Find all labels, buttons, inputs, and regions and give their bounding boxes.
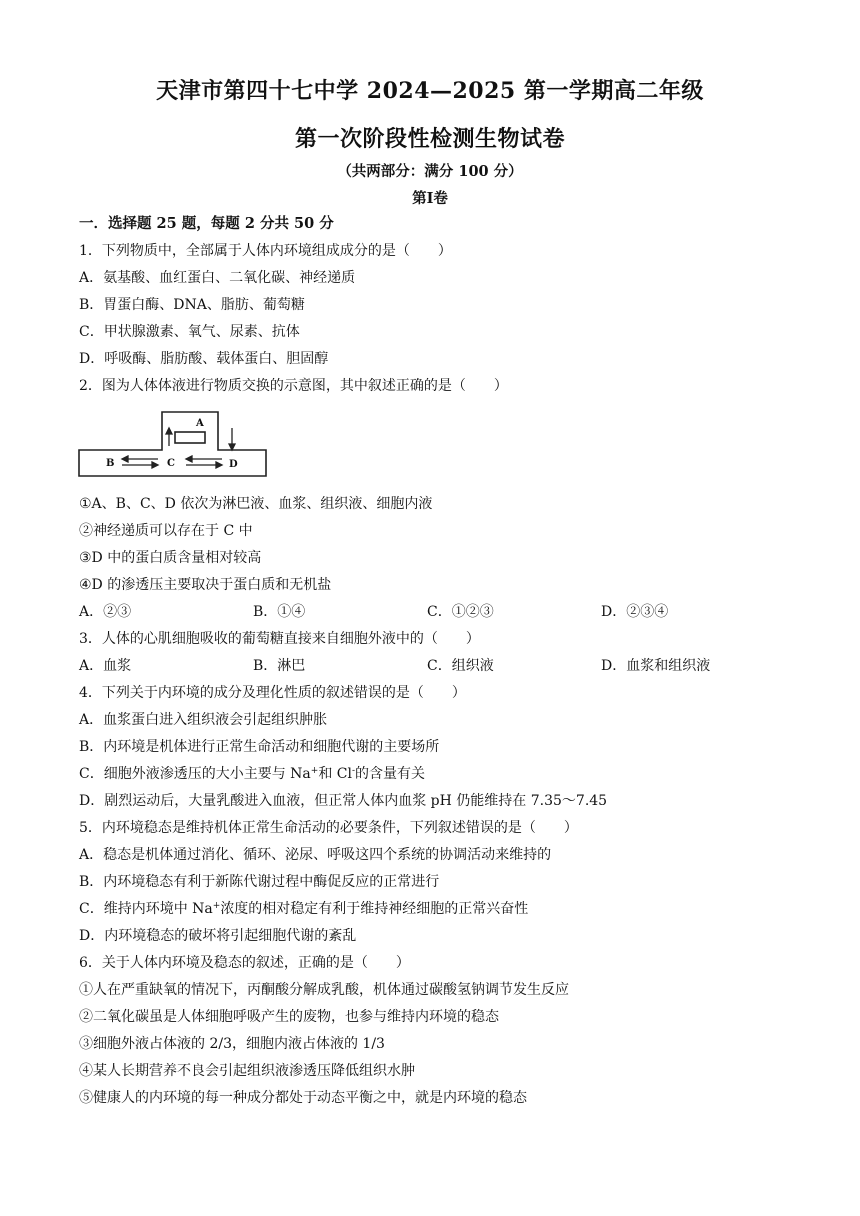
exam-title-line1: 天津市第四十七中学 2024—2025 第一学期高二年级 [156, 78, 704, 104]
body-fluid-exchange-diagram [78, 410, 268, 478]
q5-stem: 5．内环境稳态是维持机体正常生命活动的必要条件，下列叙述错误的是（ ） [79, 820, 578, 836]
exam-title-line2: 第一次阶段性检测生物试卷 [294, 126, 565, 152]
q3-option-b: B．淋巴 [253, 658, 306, 674]
exam-subtitle: （共两部分：满分 100 分） [337, 163, 523, 180]
q1-stem: 1．下列物质中，全部属于人体内环境组成成分的是（ ） [79, 243, 452, 259]
diagram-label-b: B [106, 458, 115, 469]
q3-stem: 3．人体的心肌细胞吸收的葡萄糖直接来自细胞外液中的（ ） [79, 631, 480, 647]
q6-statement-2: ②二氧化碳虽是人体细胞呼吸产生的废物，也参与维持内环境的稳态 [79, 1009, 499, 1025]
q2-option-d: D．②③④ [601, 604, 669, 620]
q5-option-b: B．内环境稳态有利于新陈代谢过程中酶促反应的正常进行 [79, 874, 440, 890]
q3-option-d: D．血浆和组织液 [601, 658, 711, 674]
q6-statement-4: ④某人长期营养不良会引起组织液渗透压降低组织水肿 [79, 1063, 415, 1079]
section-heading: 一．选择题 25 题，每题 2 分共 50 分 [79, 215, 334, 232]
diagram-label-c: C [167, 458, 175, 469]
q1-option-b: B．胃蛋白酶、DNA、脂肪、葡萄糖 [79, 297, 305, 313]
q2-stem: 2．图为人体体液进行物质交换的示意图，其中叙述正确的是（ ） [79, 378, 508, 394]
q4-stem: 4．下列关于内环境的成分及理化性质的叙述错误的是（ ） [79, 685, 466, 701]
q4-option-c: C．细胞外液渗透压的大小主要与 Na+和 Cl-的含量有关 [79, 766, 425, 782]
q4-option-d: D．剧烈运动后，大量乳酸进入血液，但正常人体内血浆 pH 仍能维持在 7.35～7.45 [79, 793, 608, 809]
volume-label: 第Ⅰ卷 [412, 190, 448, 207]
q4-option-b: B．内环境是机体进行正常生命活动和细胞代谢的主要场所 [79, 739, 440, 755]
q2-option-a: A．②③ [79, 604, 132, 620]
q1-option-a: A．氨基酸、血红蛋白、二氧化碳、神经递质 [79, 270, 356, 286]
q6-statement-3: ③细胞外液占体液的 2/3，细胞内液占体液的 1/3 [79, 1036, 385, 1052]
q5-option-a: A．稳态是机体通过消化、循环、泌尿、呼吸这四个系统的协调活动来维持的 [79, 847, 552, 863]
q2-statement-1: ①A、B、C、D 依次为淋巴液、血浆、组织液、细胞内液 [79, 496, 433, 512]
q6-statement-5: ⑤健康人的内环境的每一种成分都处于动态平衡之中，就是内环境的稳态 [79, 1090, 527, 1106]
q2-option-c: C．①②③ [427, 604, 494, 620]
q4-option-a: A．血浆蛋白进入组织液会引起组织肿胀 [79, 712, 328, 728]
q2-statement-2: ②神经递质可以存在于 C 中 [79, 523, 253, 539]
q3-option-a: A．血浆 [79, 658, 132, 674]
q3-option-c: C．组织液 [427, 658, 494, 674]
q6-statement-1: ①人在严重缺氧的情况下，丙酮酸分解成乳酸，机体通过碳酸氢钠调节发生反应 [79, 982, 569, 998]
q5-option-c: C．维持内环境中 Na+浓度的相对稳定有利于维持神经细胞的正常兴奋性 [79, 901, 529, 917]
q2-statement-3: ③D 中的蛋白质含量相对较高 [79, 550, 262, 566]
q1-option-c: C．甲状腺激素、氧气、尿素、抗体 [79, 324, 300, 340]
q6-stem: 6．关于人体内环境及稳态的叙述，正确的是（ ） [79, 955, 410, 971]
q2-option-b: B．①④ [253, 604, 306, 620]
q5-option-d: D．内环境稳态的破坏将引起细胞代谢的紊乱 [79, 928, 357, 944]
diagram-label-a: A [196, 418, 204, 429]
diagram-label-d: D [229, 459, 238, 470]
q1-option-d: D．呼吸酶、脂肪酸、载体蛋白、胆固醇 [79, 351, 329, 367]
q2-statement-4: ④D 的渗透压主要取决于蛋白质和无机盐 [79, 577, 332, 593]
